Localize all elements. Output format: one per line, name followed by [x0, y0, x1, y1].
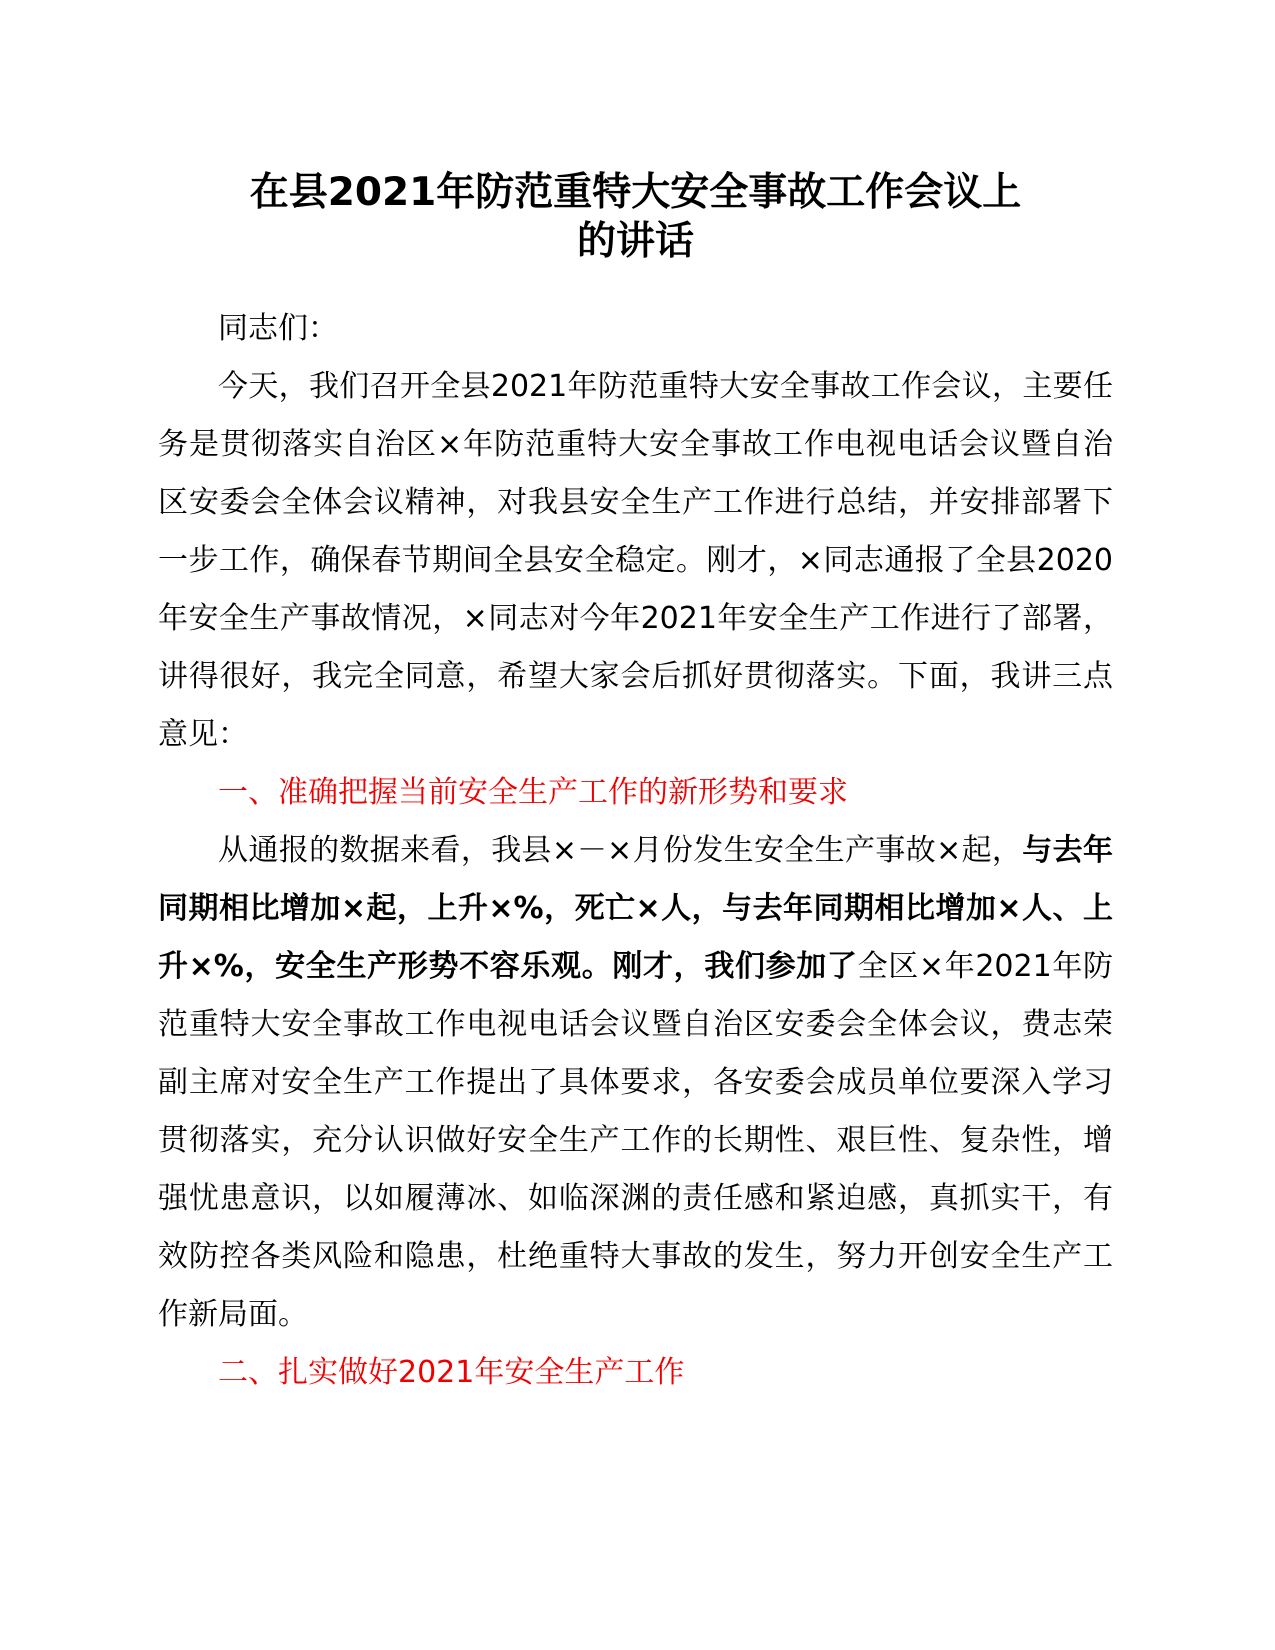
paragraph-situation-text-1: 从通报的数据来看，我县×－×月份发生安全生产事故×起， — [218, 833, 1023, 868]
paragraph-situation-text-2: 全区×年2021年防范重特大安全事故工作电视电话会议暨自治区安委会全体会议，费志荣副主席对安全生产工作提出了具体要求，各安委会成员单位要深入学习贯彻落实，充分认识做好安全生产工作的长期性、艰巨性、复杂性，增强忧患意识，以如履薄冰、如临深渊的责任感和紧迫感，真抓实干，有效防控各类风险和隐患，杜绝重特大事故的发生，努力开创安全生产工作新局面。 — [158, 949, 1114, 1332]
section-heading-1: 一、准确把握当前安全生产工作的新形势和要求 — [218, 775, 848, 810]
paragraph-situation — [158, 822, 1113, 1344]
document-title — [158, 168, 1113, 266]
document-body — [158, 300, 1113, 1402]
section-heading-2: 二、扎实做好2021年安全生产工作 — [218, 1355, 685, 1390]
paragraph-situation-bold-text: 与去年同期相比增加×起，上升×%，死亡×人，与去年同期相比增加×人、上升×%，安全生产形势不容乐观。刚才，我们参加了 — [158, 833, 1113, 984]
greeting: 同志们： — [218, 311, 338, 346]
title-line-1: 在县2021年防范重特大安全事故工作会议上 — [249, 170, 1022, 215]
title-line-2: 的讲话 — [576, 219, 694, 264]
paragraph-intro: 今天，我们召开全县2021年防范重特大安全事故工作会议，主要任务是贯彻落实自治区×年防范重特大安全事故工作电视电话会议暨自治区安委会全体会议精神，对我县安全生产工作进行总结，并安排部署下一步工作，确保春节期间全县安全稳定。刚才，×同志通报了全县2020年安全生产事故情况，×同志对今年2021年安全生产工作进行了部署，讲得很好，我完全同意，希望大家会后抓好贯彻落实。下面，我讲三点意见： — [158, 369, 1113, 752]
